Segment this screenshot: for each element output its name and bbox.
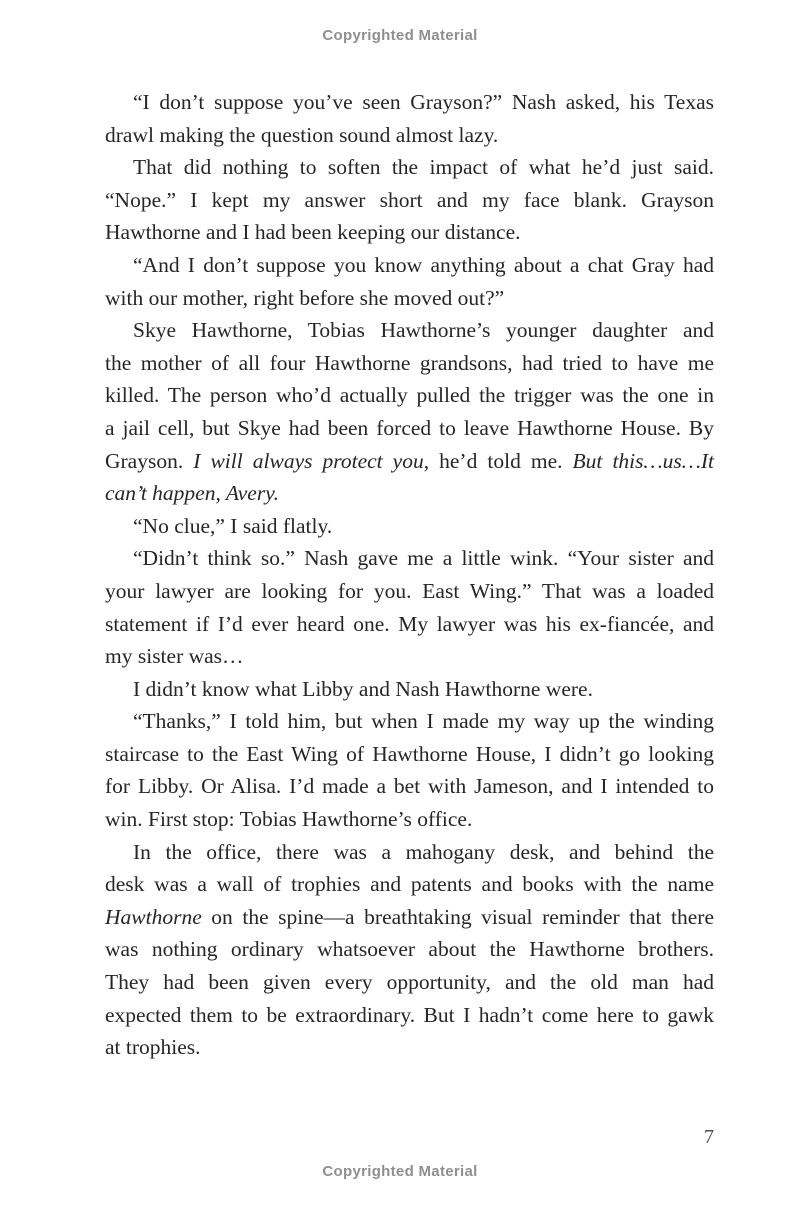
text-line: I didn’t know what Libby and Nash Hawthorne were. [133, 676, 593, 701]
text-line: Grayson. I will always protect you, he’d told me. But this…us…It [105, 448, 714, 473]
text-line: your lawyer are looking for you. East Wing.” That was a loaded [105, 578, 714, 603]
paragraph [105, 314, 714, 510]
paragraph [105, 836, 714, 1064]
text-line: They had been given every opportunity, and the old man had [105, 970, 714, 995]
text-line: statement if I’d ever heard one. My lawyer was his ex-fiancée, and [105, 611, 714, 636]
italic-text: But this…us…It [572, 448, 714, 473]
italic-text: can’t happen, Avery. [105, 481, 279, 506]
text-line: “And I don’t suppose you know anything about a chat Gray had [133, 252, 714, 277]
paragraph [105, 151, 714, 249]
paragraph [105, 249, 714, 314]
copyright-notice-bottom: Copyrighted Material [322, 1163, 478, 1180]
text-line: with our mother, right before she moved out?” [105, 285, 505, 310]
text-line: Hawthorne on the spine—a breathtaking visual reminder that there [105, 904, 714, 929]
text-line: drawl making the question sound almost lazy. [105, 122, 499, 147]
text-line: “No clue,” I said flatly. [133, 513, 333, 538]
text-line: staircase to the East Wing of Hawthorne House, I didn’t go looking [105, 741, 714, 766]
text-line: “I don’t suppose you’ve seen Grayson?” Nash asked, his Texas [133, 90, 714, 114]
text-line: my sister was… [105, 644, 244, 669]
text-line: killed. The person who’d actually pulled the trigger was the one in [105, 383, 714, 408]
paragraph [105, 86, 714, 151]
text-line: In the office, there was a mahogany desk, and behind the [133, 839, 714, 864]
text-line [105, 477, 714, 510]
text-line: was nothing ordinary whatsoever about the Hawthorne brothers. [105, 937, 714, 962]
paragraph [105, 705, 714, 835]
text-line: win. First stop: Tobias Hawthorne’s office. [105, 807, 473, 832]
text-line: Hawthorne and I had been keeping our distance. [105, 220, 521, 245]
italic-text: Hawthorne [105, 904, 202, 929]
paragraph [105, 542, 714, 672]
text-line: “Nope.” I kept my answer short and my face blank. Grayson [105, 187, 714, 212]
text-line: a jail cell, but Skye had been forced to leave Hawthorne House. By [105, 415, 714, 440]
page-text [105, 86, 714, 1064]
text-line: Skye Hawthorne, Tobias Hawthorne’s younger daughter and [133, 318, 714, 343]
italic-text: I will always protect you [193, 448, 424, 473]
text-line: That did nothing to soften the impact of what he’d just said. [133, 155, 714, 180]
paragraph [105, 510, 714, 543]
text-line: for Libby. Or Alisa. I’d made a bet with Jameson, and I intended to [105, 774, 714, 799]
copyright-notice-top: Copyrighted Material [322, 27, 478, 44]
text-line: “Didn’t think so.” Nash gave me a little wink. “Your sister and [133, 546, 714, 571]
paragraph [105, 673, 714, 706]
text-line: at trophies. [105, 1035, 201, 1060]
text-line: “Thanks,” I told him, but when I made my way up the winding [133, 709, 714, 734]
text-line: expected them to be extraordinary. But I hadn’t come here to gawk [105, 1002, 714, 1027]
page-number: 7 [704, 1126, 714, 1148]
text-line: the mother of all four Hawthorne grandsons, had tried to have me [105, 350, 714, 375]
text-line: desk was a wall of trophies and patents and books with the name [105, 872, 714, 897]
